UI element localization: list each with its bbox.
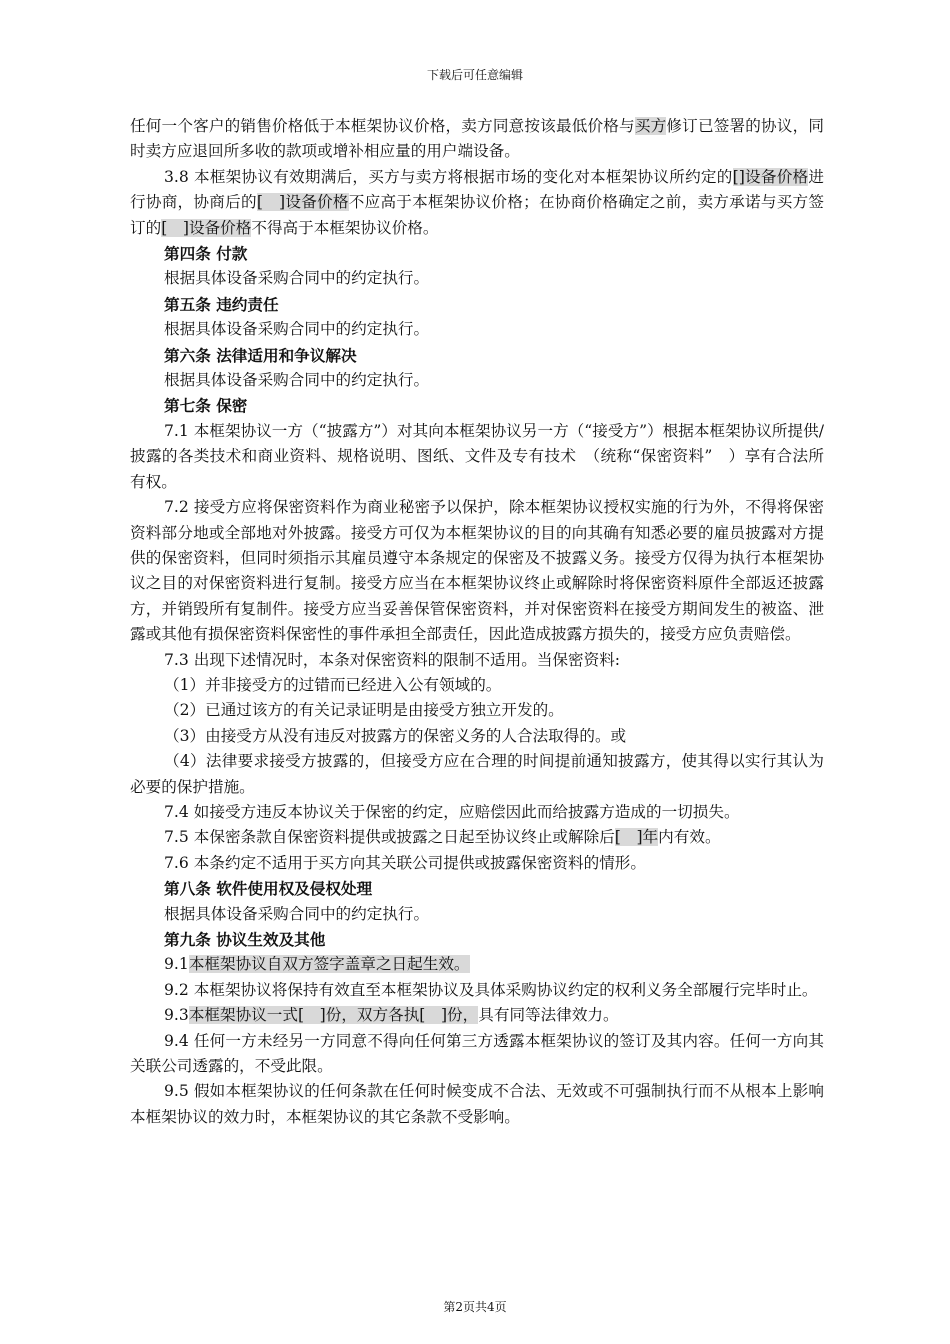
clause-7-5 — [130, 825, 824, 850]
text-run: 修订已签署的协议，同时卖方应退回所多收的款项或增补相应量的用户端设备。 — [130, 117, 824, 161]
section-title-5: 第五条 违约责任 — [164, 294, 279, 314]
clause-9-1 — [130, 952, 824, 977]
section-title-8: 第八条 软件使用权及侵权处理 — [164, 879, 373, 899]
text-run: 任何一个客户的销售价格低于本框架协议价格，卖方同意按该最低价格与 — [130, 117, 635, 135]
clause-7-3-item-3: （3）由接受方从没有违反对披露方的保密义务的人合法取得的。或 — [164, 726, 627, 745]
text-run: 9.1 — [164, 955, 189, 974]
section-title-4: 第四条 付款 — [164, 244, 248, 264]
text-run: 具有同等法律效力。 — [478, 1006, 619, 1025]
highlight-field: []设备价格 — [732, 167, 809, 186]
highlight-field: [ ]设备价格 — [256, 193, 349, 212]
text-run: 7.5 本保密条款自保密资料提供或披露之日起至协议终止或解除后 — [164, 828, 615, 847]
highlight-buyer: 买方 — [634, 117, 667, 135]
clause-7-3: 7.3 出现下述情况时，本条对保密资料的限制不适用。当保密资料: — [164, 650, 621, 669]
highlight-field: [ ]设备价格 — [161, 218, 252, 237]
clause-9-5: 9.5 假如本框架协议的任何条款在任何时候变成不合法、无效或不可强制执行而不从根本上影响本框架协议的效力时，本框架协议的其它条款不受影响。 — [130, 1082, 824, 1126]
page-header: 下载后可任意编辑 — [426, 68, 523, 82]
clause-3-8 — [130, 165, 824, 241]
section-body-5: 根据具体设备采购合同中的约定执行。 — [164, 320, 430, 339]
clause-9-4: 9.4 任何一方未经另一方同意不得向任何第三方透露本框架协议的签订及其内容。任何一方向其关联公司透露的，不受此限。 — [130, 1031, 824, 1076]
clause-9-2: 9.2 本框架协议将保持有效直至本框架协议及具体采购协议约定的权利义务全部履行完毕时止。 — [164, 980, 818, 999]
text-run: 3.8 本框架协议有效期满后，买方与卖方将根据市场的变化对本框架协议所约定的 — [164, 167, 733, 186]
clause-7-4: 7.4 如接受方违反本协议关于保密的约定，应赔偿因此而给披露方造成的一切损失。 — [164, 802, 740, 821]
paragraph-price-revision — [130, 114, 824, 165]
clause-7-1: 7.1 本框架协议一方（“披露方”）对其向本框架协议另一方（“接受方”）根据本框架协议所提供/披露的各类技术和商业资料、规格说明、图纸、文件及专有技术 （统称“保密资料” ）享有合法所有权。 — [130, 421, 824, 491]
text-run: 不得高于本框架协议价格。 — [251, 218, 439, 237]
clause-7-3-item-4: （4）法律要求接受方披露的，但接受方应在合理的时间提前通知披露方，使其得以实行其认为必要的保护措施。 — [130, 752, 824, 796]
clause-7-2: 7.2 接受方应将保密资料作为商业秘密予以保护，除本框架协议授权实施的行为外，不得将保密资料部分地或全部地对外披露。接受方可仅为本框架协议的目的向其确有知悉必要的雇员披露对方提供的保密资料，但同时须指示其雇员遵守本条规定的保密及不披露义务。接受方仅得为执行本框架协议之目的对保密资料进行复制。接受方应当在本框架协议终止或解除时将保密资料原件全部返还披露方，并销毁所有复制件。接受方应当妥善保管保密资料，并对保密资料在接受方期间发生的被盗、泄露或其他有损保密资料保密性的事件承担全部责任，因此造成披露方损失的，接受方应负责赔偿。 — [130, 498, 824, 644]
highlight-field: 本框架协议一式[ ]份，双方各执[ ]份， — [188, 1006, 479, 1025]
text-run: 内有效。 — [658, 828, 721, 847]
text-run: 9.3 — [164, 1006, 189, 1025]
section-body-6: 根据具体设备采购合同中的约定执行。 — [164, 371, 430, 390]
document-body — [130, 114, 824, 1130]
text-run: 进行协商，协商后的 — [130, 167, 824, 212]
highlight-field: [ ]年 — [614, 828, 659, 847]
clause-7-3-item-2: （2）已通过该方的有关记录证明是由接受方独立开发的。 — [164, 701, 564, 720]
clause-7-3-item-1: （1）并非接受方的过错而已经进入公有领域的。 — [164, 675, 502, 694]
section-title-7: 第七条 保密 — [164, 396, 248, 416]
highlight-field: 本框架协议自双方签字盖章之日起生效。 — [188, 955, 470, 974]
clause-7-6: 7.6 本条约定不适用于买方向其关联公司提供或披露保密资料的情形。 — [164, 853, 646, 872]
clause-9-3 — [130, 1003, 824, 1028]
section-title-9: 第九条 协议生效及其他 — [164, 930, 326, 949]
section-body-8: 根据具体设备采购合同中的约定执行。 — [164, 904, 430, 923]
section-body-4: 根据具体设备采购合同中的约定执行。 — [164, 269, 430, 288]
text-run: 不应高于本框架协议价格；在协商价格确定之前，卖方承诺与买方签订的 — [130, 193, 824, 237]
page-footer: 第2页共4页 — [443, 1300, 507, 1314]
section-title-6: 第六条 法律适用和争议解决 — [164, 345, 357, 365]
